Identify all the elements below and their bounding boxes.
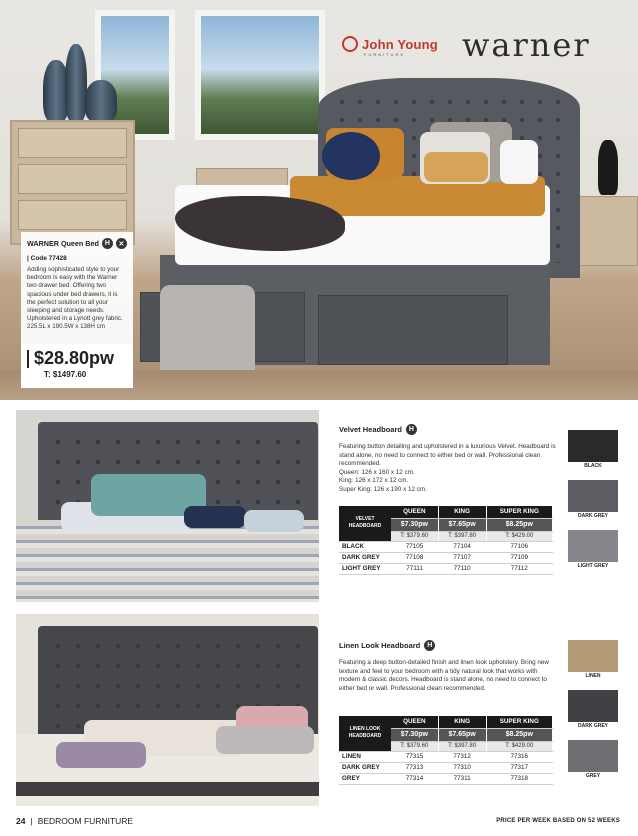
round-cushion <box>322 132 380 180</box>
product-code: 77106 <box>486 541 552 552</box>
swatch-label: BLACK <box>584 463 602 469</box>
footer-page-info <box>16 816 133 826</box>
total-price: T: $397.80 <box>438 531 486 541</box>
swatch-label: LINEN <box>585 673 601 679</box>
column-header: SUPER KING <box>486 716 552 728</box>
velvet-headboard-image <box>16 410 319 602</box>
row-label: LINEN <box>339 751 391 762</box>
product-code: 77107 <box>438 552 486 563</box>
table-header-row <box>339 716 553 728</box>
linen-headboard-title: Linen Look Headboard <box>339 641 421 650</box>
total-price: T: $429.00 <box>486 531 552 541</box>
table-row <box>339 751 553 762</box>
table-header-row <box>339 506 553 518</box>
total-price: T: $379.60 <box>391 531 438 541</box>
john-young-logo-icon <box>342 36 358 52</box>
product-code: 77311 <box>438 773 486 784</box>
velvet-headboard-text <box>339 424 559 495</box>
striped-bedding <box>16 520 319 602</box>
linen-headboard-text <box>339 640 559 693</box>
product-code: 77310 <box>438 762 486 773</box>
h-badge-icon: H <box>102 238 113 249</box>
product-code: 77111 <box>391 563 438 574</box>
product-code: 77314 <box>391 773 438 784</box>
swatch-label: DARK GREY <box>577 723 608 729</box>
row-label: LIGHT GREY <box>339 563 391 574</box>
product-title: WARNER Queen Bed <box>27 239 99 248</box>
price-total: T: $1497.60 <box>44 370 87 379</box>
price-weekly: $28.80pw <box>34 348 115 368</box>
swatch-grey <box>568 740 618 772</box>
pillow <box>216 726 314 754</box>
product-code: 77313 <box>391 762 438 773</box>
product-code: 77112 <box>486 563 552 574</box>
product-code: 77317 <box>486 762 552 773</box>
velvet-headboard-description: Featuring button detailing and upholstered in a luxurious Velvet. Headboard is stand alone, no need to connect to either bed or wall. Professional clean recommended. <box>339 443 556 468</box>
vase <box>65 44 87 122</box>
product-code: | Code 77428 <box>27 255 67 262</box>
swatch-light-grey <box>568 530 618 562</box>
h-badge-icon: H <box>406 424 417 435</box>
swatch-dark-grey <box>568 690 618 722</box>
swatch-label: GREY <box>585 773 601 779</box>
swatch-dark-grey <box>568 480 618 512</box>
linen-headboard-image <box>16 614 319 806</box>
weekly-price: $7.30pw <box>391 728 438 741</box>
weekly-price: $7.65pw <box>438 728 486 741</box>
warner-logo: warner <box>462 26 591 64</box>
row-label: DARK GREY <box>339 762 391 773</box>
column-header: QUEEN <box>391 716 438 728</box>
product-code: 77104 <box>438 541 486 552</box>
bed-drawer <box>318 295 508 365</box>
dresser <box>10 120 135 245</box>
window <box>195 10 325 140</box>
row-label: DARK GREY <box>339 552 391 563</box>
table-row <box>339 541 553 552</box>
product-description: Adding sophisticated style to your bedroom is easy with the Warner two drawer bed. Offering two spacious under bed drawers, it is the perfect solution to all your sleeping and storage needs. Upholstered in a Lynott grey fabric. <box>27 266 123 323</box>
column-header: SUPER KING <box>486 506 552 518</box>
floral-cushion <box>56 742 146 768</box>
column-header: QUEEN <box>391 506 438 518</box>
footer-divider: | <box>30 816 33 826</box>
velvet-size: Super King: 126 x 190 x 12 cm. <box>339 485 427 493</box>
velvet-price-table <box>339 506 553 575</box>
table-row <box>339 773 553 784</box>
linen-price-table <box>339 716 553 785</box>
product-code: 77315 <box>391 751 438 762</box>
total-price: T: $397.80 <box>438 741 486 751</box>
product-code: 77316 <box>486 751 552 762</box>
product-dimensions: 225.5L x 190.5W x 138H cm <box>27 323 105 331</box>
product-code: 77105 <box>391 541 438 552</box>
row-label: GREY <box>339 773 391 784</box>
total-price: T: $379.60 <box>391 741 438 751</box>
swatch-black <box>568 430 618 462</box>
product-code: 77312 <box>438 751 486 762</box>
pillow <box>424 152 488 182</box>
table-row <box>339 563 553 574</box>
weekly-price: $7.65pw <box>438 518 486 531</box>
price-box <box>21 344 133 388</box>
swatch-label: DARK GREY <box>577 513 608 519</box>
navy-cushion <box>184 506 246 528</box>
vase <box>85 80 117 122</box>
column-header: KING <box>438 506 486 518</box>
throw <box>16 782 319 796</box>
product-code: 77110 <box>438 563 486 574</box>
h-badge-icon: H <box>424 640 435 651</box>
velvet-size: Queen: 126 x 160 x 12 cm. <box>339 468 415 476</box>
column-header: KING <box>438 716 486 728</box>
footer-note: PRICE PER WEEK BASED ON 52 WEEKS <box>496 818 620 824</box>
pillow <box>244 510 304 532</box>
page-number: 24 <box>16 816 26 826</box>
weekly-price: $8.25pw <box>486 728 552 741</box>
dog-statue <box>598 140 618 195</box>
table-row <box>339 762 553 773</box>
table-corner-label: VELVET HEADBOARD <box>339 506 391 541</box>
swatch-label: LIGHT GREY <box>577 563 609 569</box>
john-young-logo: John Young FURNITURE <box>342 36 438 52</box>
linen-headboard-description: Featuring a deep button-detailed finish and linen look upholstery. Bring new texture and feel to your bedroom with a tidy natural look that works with modern & classic decors. Headboard is stand alone, no need to connect to either bed or wall. Professional clean recommended. <box>339 659 549 692</box>
table-row <box>339 552 553 563</box>
product-code: 77108 <box>391 552 438 563</box>
table-corner-label: LINEN LOOK HEADBOARD <box>339 716 391 751</box>
velvet-headboard-title: Velvet Headboard <box>339 425 402 434</box>
weekly-price: $7.30pw <box>391 518 438 531</box>
velvet-size: King: 126 x 172 x 12 cm. <box>339 477 409 485</box>
weekly-price: $8.25pw <box>486 518 552 531</box>
tools-badge-icon: ✕ <box>116 238 127 249</box>
nightstand <box>572 196 638 266</box>
product-code: 77109 <box>486 552 552 563</box>
product-code: 77318 <box>486 773 552 784</box>
section-name: BEDROOM FURNITURE <box>37 816 134 826</box>
pillow <box>500 140 538 184</box>
swatch-linen <box>568 640 618 672</box>
row-label: BLACK <box>339 541 391 552</box>
total-price: T: $429.00 <box>486 741 552 751</box>
